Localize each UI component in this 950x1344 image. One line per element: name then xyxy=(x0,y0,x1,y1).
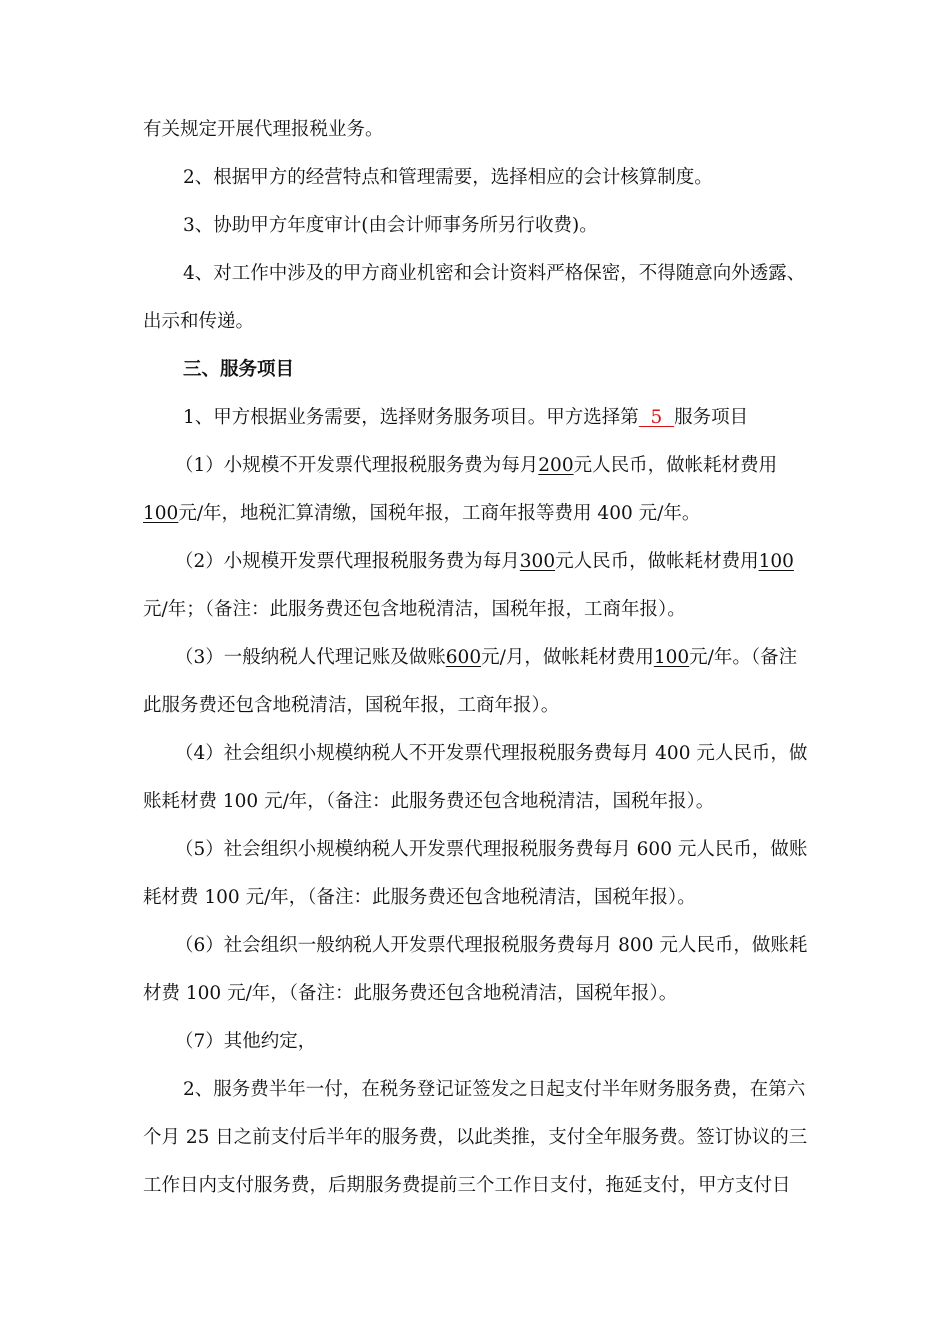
paragraph-line: 有关规定开展代理报税业务。 xyxy=(143,119,384,140)
text-segment: 元人民币，做帐耗材费用 xyxy=(555,551,759,572)
paragraph-line: 2、服务费半年一付，在税务登记证签发之日起支付半年财务服务费，在第六 xyxy=(183,1079,806,1100)
paragraph-line xyxy=(183,406,748,430)
paragraph-line: 工作日内支付服务费，后期服务费提前三个工作日支付，拖延支付，甲方支付日 xyxy=(143,1175,791,1196)
paragraph-line: 账耗材费 100 元/年，（备注：此服务费还包含地税清洁，国税年报）。 xyxy=(143,791,715,812)
text-segment: 元/年，地税汇算清缴，国税年报，工商年报等费用 400 元/年。 xyxy=(178,503,701,524)
paragraph-line: 耗材费 100 元/年，（备注：此服务费还包含地税清洁，国税年报）。 xyxy=(143,887,696,908)
paragraph-line: 出示和传递。 xyxy=(143,311,255,332)
paragraph-line: （4）社会组织小规模纳税人不开发票代理报税服务费每月 400 元人民币，做 xyxy=(175,743,808,764)
paragraph-line xyxy=(143,502,700,526)
selected-item-number: 5 xyxy=(638,407,675,428)
fee-value: 100 xyxy=(758,551,794,572)
paragraph-line: 2、根据甲方的经营特点和管理需要，选择相应的会计核算制度。 xyxy=(183,167,713,188)
text-segment: 元/年。（备注 xyxy=(689,647,798,668)
fee-value: 200 xyxy=(538,455,574,476)
fee-value: 100 xyxy=(143,503,179,524)
text-segment: （1）小规模不开发票代理报税服务费为每月 xyxy=(175,455,539,476)
fee-value: 300 xyxy=(519,551,556,572)
text-segment: 服务项目 xyxy=(674,407,749,428)
text-segment: （2）小规模开发票代理报税服务费为每月 xyxy=(175,551,520,572)
paragraph-line xyxy=(175,454,777,478)
paragraph-line: 4、对工作中涉及的甲方商业机密和会计资料严格保密，不得随意向外透露、 xyxy=(183,263,806,284)
paragraph-line xyxy=(175,550,794,574)
paragraph-line: （7）其他约定， xyxy=(175,1031,317,1052)
paragraph-line xyxy=(175,646,797,670)
text-segment: 1、甲方根据业务需要，选择财务服务项目。甲方选择第 xyxy=(183,407,639,428)
text-segment: 元人民币，做帐耗材费用 xyxy=(573,455,778,476)
fee-value: 100 xyxy=(653,647,690,668)
text-segment: （3）一般纳税人代理记账及做账 xyxy=(175,647,446,668)
paragraph-line: 3、协助甲方年度审计(由会计师事务所另行收费)。 xyxy=(183,215,598,236)
fee-value: 600 xyxy=(445,647,482,668)
paragraph-line: 元/年；（备注：此服务费还包含地税清洁，国税年报，工商年报）。 xyxy=(143,599,686,620)
paragraph-line: 此服务费还包含地税清洁，国税年报，工商年报）。 xyxy=(143,695,560,716)
paragraph-line: 个月 25 日之前支付后半年的服务费，以此类推，支付全年服务费。签订协议的三 xyxy=(143,1127,808,1148)
section-heading: 三、服务项目 xyxy=(183,359,295,380)
paragraph-line: （5）社会组织小规模纳税人开发票代理报税服务费每月 600 元人民币，做账 xyxy=(175,839,808,860)
paragraph-line: （6）社会组织一般纳税人开发票代理报税服务费每月 800 元人民币，做账耗 xyxy=(175,935,808,956)
paragraph-line: 材费 100 元/年，（备注：此服务费还包含地税清洁，国税年报）。 xyxy=(143,983,678,1004)
text-segment: 元/月，做帐耗材费用 xyxy=(481,647,654,668)
